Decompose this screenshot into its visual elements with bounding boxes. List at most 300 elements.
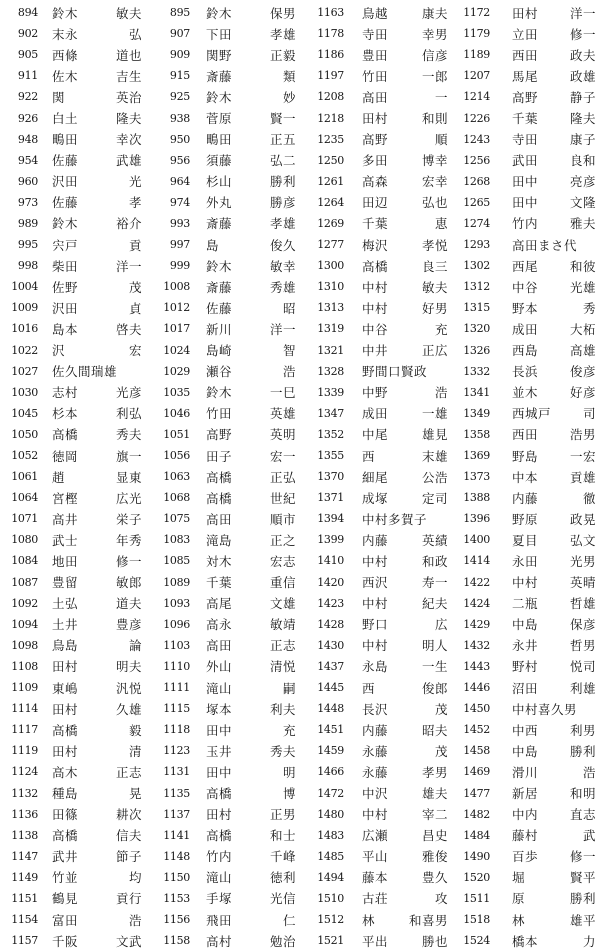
entry-given-name: 一 [434,89,448,105]
entry-name [362,742,448,760]
entry-given-name: 栄子 [115,511,142,527]
list-entry [0,44,146,65]
entry-surname: 高野 [362,132,389,148]
entry-surname: 田村 [52,701,79,717]
entry-number: 1485 [317,849,344,863]
entry-given-name: 弘二 [269,153,296,169]
entry-surname: 滝山 [206,680,233,696]
entry-surname: 田中 [512,195,539,211]
list-entry [152,86,298,107]
entry-number: 905 [17,48,38,62]
entry-given-name: 修一 [115,553,142,569]
list-entry [452,403,598,424]
entry-number: 1141 [163,828,190,842]
entry-surname: 長浜 [512,364,539,380]
entry-name [512,425,596,443]
list-entry [0,677,146,698]
entry-name [362,341,448,359]
list-entry [152,572,298,593]
entry-given-name: 裕介 [115,216,142,232]
entry-number: 1320 [463,322,490,336]
entry-surname: 並木 [512,385,539,401]
entry-given-name: 敏幸 [269,258,296,274]
entry-name [52,425,142,443]
entry-name [52,911,142,929]
entry-given-name: 政夫 [569,47,596,63]
entry-surname: 永藤 [362,743,389,759]
entry-surname: 土弘 [52,596,79,612]
entry-number: 902 [17,27,38,41]
entry-given-name: 旗一 [115,448,142,464]
entry-name [512,383,596,401]
list-entry [152,276,298,297]
entry-surname: 野村 [512,659,539,675]
list-entry [452,318,598,339]
list-entry [302,656,448,677]
entry-surname: 西田 [512,427,539,443]
entry-number: 1341 [463,385,490,399]
entry-number: 998 [17,259,38,273]
entry-name [52,721,142,739]
entry-name [512,214,596,232]
entry-given-name: 明 [282,764,296,780]
list-entry [302,614,448,635]
list-entry [0,361,146,382]
entry-surname: 寺田 [362,26,389,42]
entry-number: 1131 [163,765,190,779]
entry-name [52,932,142,950]
list-entry [302,234,448,255]
entry-number: 1277 [317,238,344,252]
entry-name [362,172,448,190]
entry-surname: 田村 [52,659,79,675]
entry-name [512,130,596,148]
entry-name [52,763,142,781]
entry-given-name: 康子 [569,132,596,148]
entry-name [206,510,296,528]
entry-number: 1388 [463,491,490,505]
list-entry [0,740,146,761]
list-entry [152,761,298,782]
entry-surname: 中島 [512,743,539,759]
entry-surname: 野島 [512,448,539,464]
entry-surname: 内藤 [512,490,539,506]
entry-surname: 宍戸 [52,237,79,253]
entry-surname: 滑川 [512,764,539,780]
list-entry [0,107,146,128]
list-entry [152,677,298,698]
entry-number: 1158 [163,934,190,948]
entry-number: 1118 [163,723,190,737]
entry-number: 1484 [463,828,490,842]
entry-given-name: 智 [282,343,296,359]
list-entry [452,529,598,550]
entry-name [362,763,448,781]
entry-surname: 東嶋 [52,680,79,696]
entry-given-name: 正志 [115,764,142,780]
list-entry [0,572,146,593]
entry-surname: 高橋 [52,828,79,844]
entry-surname: 沢田 [52,174,79,190]
entry-number: 1061 [11,470,38,484]
entry-name [206,383,296,401]
entry-number: 1312 [463,280,490,294]
entry-name [52,889,142,907]
list-entry [302,867,448,888]
list-entry [0,550,146,571]
entry-name [512,826,596,844]
entry-number: 999 [169,259,190,273]
entry-given-name: 英治 [115,89,142,105]
entry-surname: 中西 [512,722,539,738]
list-entry [302,361,448,382]
entry-surname: 鳥越 [362,5,389,21]
entry-number: 1371 [317,491,344,505]
entry-surname: 千阪 [52,933,79,949]
entry-given-name: 順 [434,132,448,148]
entry-given-name: 道夫 [115,596,142,612]
entry-name: 佐久間瑞雄 [52,364,118,380]
entry-surname: 古荘 [362,891,389,907]
entry-given-name: 千峰 [269,849,296,865]
entry-surname: 高橋 [206,828,233,844]
entry-number: 1494 [317,870,344,884]
entry-name [52,88,142,106]
list-entry [0,614,146,635]
entry-number: 1339 [317,385,344,399]
list-entry [302,782,448,803]
entry-given-name: 保男 [269,5,296,21]
entry-given-name: 信彦 [421,47,448,63]
entry-given-name: 啓夫 [115,321,142,337]
entry-given-name: 隆夫 [569,111,596,127]
entry-surname: 中野 [362,385,389,401]
entry-number: 1214 [463,90,490,104]
entry-name [206,46,296,64]
entry-name [362,889,448,907]
entry-name [512,468,596,486]
list-entry [0,698,146,719]
entry-surname: 平山 [362,849,389,865]
entry-name [512,510,596,528]
list-entry [452,550,598,571]
entry-given-name: 耕次 [115,807,142,823]
entry-number: 1094 [11,617,38,631]
entry-surname: 内藤 [362,532,389,548]
entry-given-name: 文武 [115,933,142,949]
entry-number: 1250 [317,153,344,167]
entry-number: 915 [169,69,190,83]
entry-given-name: 順市 [269,511,296,527]
entry-number: 995 [17,238,38,252]
list-entry [152,171,298,192]
entry-name [206,109,296,127]
entry-name [52,172,142,190]
entry-number: 1035 [163,385,190,399]
list-entry [152,466,298,487]
entry-name [52,236,142,254]
entry-surname: 鈴木 [206,258,233,274]
list-entry [452,255,598,276]
entry-number: 1472 [317,786,344,800]
list-entry [452,909,598,930]
entry-name [52,404,142,422]
entry-given-name: 汎悦 [115,680,142,696]
entry-surname: 武士 [52,532,79,548]
entry-name [52,46,142,64]
entry-surname: 杉山 [206,174,233,190]
entry-surname: 高尾 [206,596,233,612]
list-entry [0,635,146,656]
entry-number: 1477 [463,786,490,800]
entry-name [52,299,142,317]
entry-name [206,299,296,317]
list-entry [452,129,598,150]
entry-surname: 島 [206,237,220,253]
entry-given-name: 利弘 [115,406,142,422]
entry-number: 964 [169,174,190,188]
entry-name [206,362,296,380]
entry-given-name: 孝雄 [269,26,296,42]
entry-given-name: 和士 [269,828,296,844]
entry-given-name: 和明 [569,786,596,802]
entry-name [206,700,296,718]
list-entry [452,846,598,867]
entry-number: 1163 [317,6,344,20]
entry-given-name: 光男 [569,553,596,569]
entry-surname: 中谷 [362,321,389,337]
entry-number: 1063 [163,470,190,484]
entry-given-name: 妙 [282,89,296,105]
entry-name [52,657,142,675]
entry-given-name: 孝悦 [421,237,448,253]
list-entry [0,466,146,487]
entry-name [512,109,596,127]
entry-name [206,341,296,359]
entry-name [512,67,596,85]
list-entry [302,846,448,867]
entry-name [362,932,448,950]
entry-surname: 鈴木 [52,216,79,232]
list-entry [302,44,448,65]
entry-number: 1428 [317,617,344,631]
entry-number: 1103 [163,638,190,652]
entry-surname: 手塚 [206,891,233,907]
entry-number: 1321 [317,343,344,357]
entry-given-name: 好彦 [569,385,596,401]
entry-name [362,805,448,823]
entry-name [362,214,448,232]
entry-given-name: 直志 [569,807,596,823]
entry-surname: 立田 [512,26,539,42]
entry-number: 1068 [163,491,190,505]
list-entry [0,761,146,782]
entry-surname: 白土 [52,111,79,127]
entry-given-name: 貢 [128,237,142,253]
list-entry [452,86,598,107]
entry-given-name: 司 [582,406,596,422]
entry-name [206,404,296,422]
entry-number: 1400 [463,533,490,547]
entry-number: 1124 [11,765,38,779]
entry-surname: 徳岡 [52,448,79,464]
entry-given-name: 敏靖 [269,617,296,633]
entry-surname: 中本 [512,469,539,485]
entry-name [52,679,142,697]
list-entry [152,909,298,930]
entry-given-name: 勝利 [569,891,596,907]
entry-name [362,88,448,106]
entry-surname: 高野 [512,89,539,105]
list-entry [0,23,146,44]
entry-name [52,784,142,802]
entry-given-name: 博 [282,786,296,802]
entry-surname: 中谷 [512,279,539,295]
entry-number: 1369 [463,449,490,463]
entry-given-name: 勝彦 [269,195,296,211]
entry-number: 1051 [163,427,190,441]
list-entry [452,107,598,128]
entry-number: 911 [17,69,38,83]
entry-number: 1490 [463,849,490,863]
entry-surname: 田村 [362,111,389,127]
entry-surname: 斎藤 [206,68,233,84]
entry-name [206,911,296,929]
entry-name [206,193,296,211]
entry-given-name: 攻 [434,891,448,907]
list-entry [302,719,448,740]
entry-surname: 永藤 [362,764,389,780]
list-entry [452,656,598,677]
entry-surname: 中村 [512,575,539,591]
entry-number: 1085 [163,554,190,568]
list-entry [302,65,448,86]
entry-given-name: 明夫 [115,659,142,675]
entry-name [206,552,296,570]
entry-number: 1050 [11,427,38,441]
list-column-2 [152,2,298,951]
entry-surname: 西沢 [362,575,389,591]
entry-surname: 鶴見 [52,891,79,907]
entry-name [512,25,596,43]
entry-given-name: 明人 [421,638,448,654]
entry-surname: 佐藤 [52,153,79,169]
entry-name [362,700,448,718]
entry-given-name: 類 [282,68,296,84]
entry-surname: 成田 [362,406,389,422]
entry-given-name: 道也 [115,47,142,63]
entry-given-name: 昌史 [421,828,448,844]
entry-number: 973 [17,195,38,209]
entry-number: 1132 [11,786,38,800]
entry-number: 1268 [463,174,490,188]
entry-number: 1135 [163,786,190,800]
entry-number: 907 [169,27,190,41]
entry-name [206,889,296,907]
entry-surname: 滝島 [206,532,233,548]
entry-given-name: 昭夫 [421,722,448,738]
entry-given-name: 宏 [128,343,142,359]
entry-name [206,151,296,169]
entry-name [512,911,596,929]
entry-name [206,531,296,549]
entry-given-name: 隆夫 [115,111,142,127]
entry-number: 1446 [463,681,490,695]
list-entry [0,340,146,361]
entry-number: 1451 [317,723,344,737]
entry-number: 1293 [463,238,490,252]
list-entry [302,403,448,424]
entry-given-name: 貞 [128,300,142,316]
entry-name [52,594,142,612]
entry-given-name: 一生 [421,659,448,675]
list-entry [302,150,448,171]
entry-given-name: 豊彦 [115,617,142,633]
entry-surname: 堀 [512,870,526,886]
entry-name [52,67,142,85]
list-entry [452,740,598,761]
entry-surname: 趙 [52,469,66,485]
entry-number: 1458 [463,744,490,758]
entry-name [512,320,596,338]
list-entry [0,825,146,846]
entry-number: 1524 [463,934,490,948]
entry-given-name: 宏一 [269,448,296,464]
entry-given-name: 洋一 [115,258,142,274]
entry-name [206,594,296,612]
list-entry [0,318,146,339]
entry-given-name: 浩 [582,764,596,780]
list-entry [0,192,146,213]
entry-given-name: 充 [282,722,296,738]
entry-number: 1235 [317,132,344,146]
entry-number: 1410 [317,554,344,568]
entry-name [52,615,142,633]
entry-surname: 高橋 [52,427,79,443]
entry-given-name: 光 [128,174,142,190]
entry-name [52,257,142,275]
entry-given-name: 昭 [282,300,296,316]
entry-given-name: 正広 [421,343,448,359]
entry-number: 1178 [317,27,344,41]
list-entry [152,403,298,424]
entry-surname: 関 [52,89,66,105]
entry-number: 1373 [463,470,490,484]
list-entry [0,276,146,297]
entry-given-name: 広 [434,617,448,633]
entry-number: 909 [169,48,190,62]
entry-number: 1092 [11,596,38,610]
list-entry [452,825,598,846]
list-entry [452,719,598,740]
list-entry [302,593,448,614]
list-entry [452,234,598,255]
list-entry [452,888,598,909]
entry-name [206,763,296,781]
entry-name [206,742,296,760]
list-entry [152,825,298,846]
entry-name [512,721,596,739]
list-entry [302,86,448,107]
entry-given-name: 政雄 [569,68,596,84]
entry-name [52,700,142,718]
entry-name [52,805,142,823]
list-entry [0,65,146,86]
entry-surname: 二瓶 [512,596,539,612]
entry-number: 1414 [463,554,490,568]
list-entry [152,930,298,951]
entry-surname: 豊留 [52,575,79,591]
